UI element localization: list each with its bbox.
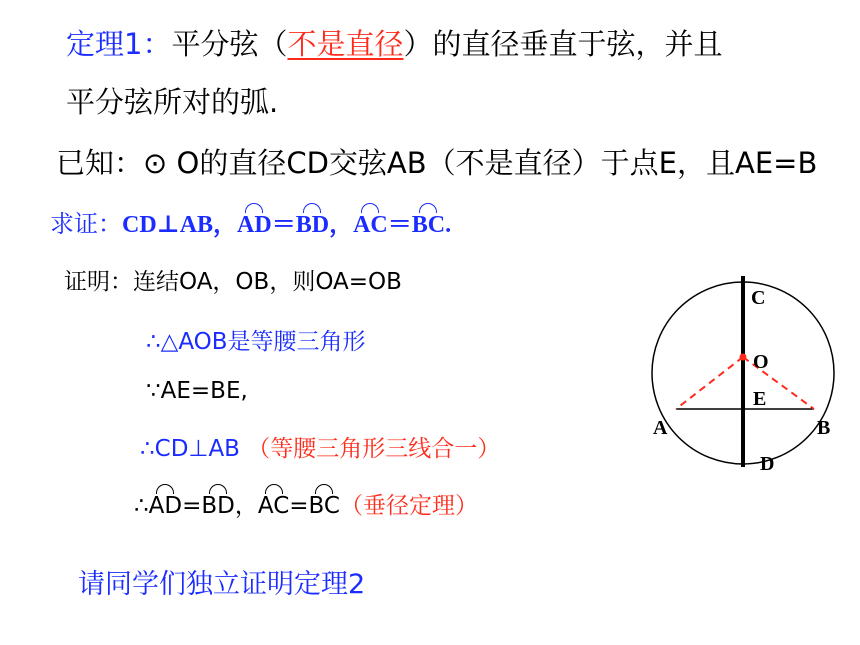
proof-eq1: = (182, 493, 202, 519)
prove-statement (50, 204, 451, 239)
prove-eq1: ＝ (271, 212, 296, 238)
proof-arc-bc: BC (308, 493, 340, 519)
prove-stmt1: CD⊥AB， (122, 212, 238, 238)
theorem-line-2: 平分弦所对的弧. (66, 85, 279, 119)
theorem-highlight: 不是直径 (287, 27, 404, 61)
proof-line-4-note: （等腰三角形三线合一） (247, 436, 501, 462)
label-a: A (653, 417, 668, 439)
prove-eq2: ＝ (387, 212, 412, 238)
proof-arc-bd: BD (201, 493, 235, 519)
prove-label: 求证： (50, 210, 122, 238)
proof-line-5 (134, 487, 478, 520)
proof-line-5-note: （垂径定理） (339, 493, 478, 519)
theorem-text-part2: ）的直径垂直于弦，并且 (403, 27, 723, 61)
center-point (740, 354, 747, 361)
label-o: O (753, 351, 769, 373)
label-e: E (753, 388, 767, 410)
arc-bc: BC (411, 212, 446, 238)
theorem-label: 定理1： (66, 27, 172, 61)
given-statement: 已知：⊙ O的直径CD交弦AB（不是直径）于点E，且AE=B (56, 146, 818, 180)
proof-line-3: ∵AE=BE, (146, 378, 248, 404)
proof-sep: ， (234, 493, 258, 519)
proof-line-2: ∴△AOB是等腰三角形 (146, 329, 366, 355)
label-d: D (760, 453, 775, 475)
arc-ac: AC (353, 212, 388, 238)
proof-line-4-main: ∴CD⊥AB (140, 436, 240, 462)
proof-line-1: 证明：连结OA，OB，则OA=OB (64, 269, 402, 295)
theorem-line-1 (66, 22, 723, 63)
arc-bd: BD (295, 212, 330, 238)
proof-eq2: = (289, 493, 309, 519)
arc-ad: AD (237, 212, 272, 238)
prove-end: . (445, 212, 452, 238)
circle-figure (640, 270, 860, 480)
proof-therefore: ∴ (134, 493, 149, 519)
proof-arc-ac: AC (257, 493, 290, 519)
proof-line-4 (140, 430, 500, 463)
label-c: C (751, 287, 766, 309)
label-b: B (817, 417, 831, 439)
prompt-text: 请同学们独立证明定理2 (78, 569, 366, 600)
prove-sep: ， (329, 212, 354, 238)
proof-arc-ad: AD (148, 493, 183, 519)
segment-oa (676, 357, 743, 409)
circle-diagram (640, 270, 860, 480)
theorem-text-part1: 平分弦（ (171, 27, 288, 61)
